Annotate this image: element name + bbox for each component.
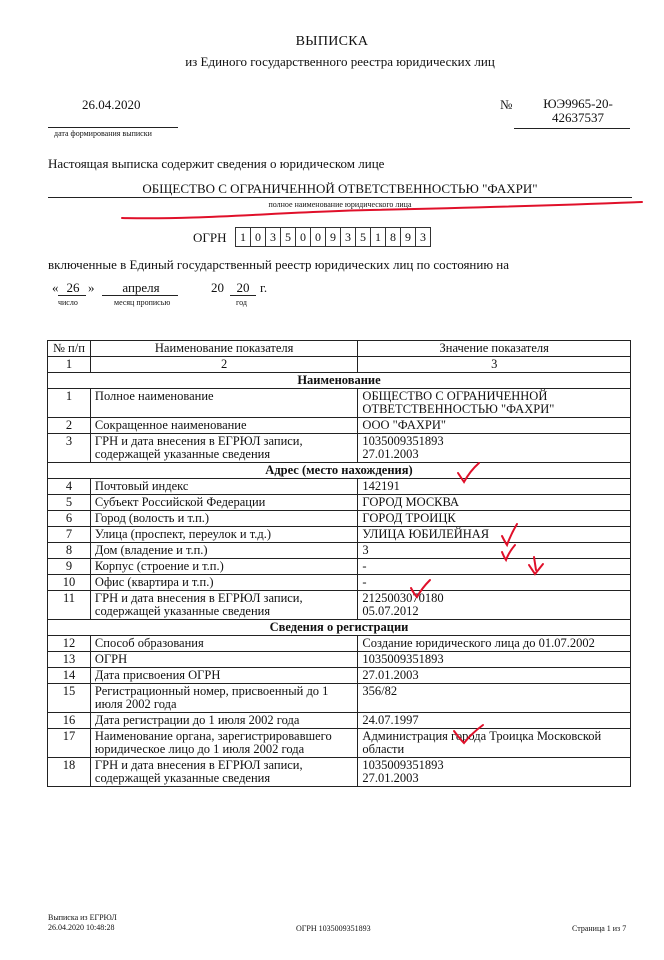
- indicator-value: ГОРОД МОСКВА: [358, 495, 631, 511]
- indicator-name: Улица (проспект, переулок и т.д.): [90, 527, 358, 543]
- footer-ogrn: ОГРН 1035009351893: [296, 924, 371, 933]
- ogrn-digit-box: 0: [295, 227, 311, 247]
- extract-number-underline: [514, 128, 630, 129]
- included-text: включенные в Единый государственный реестр юридических лиц по состоянию на: [48, 257, 510, 272]
- year-underline: [230, 295, 256, 296]
- indicator-name: Способ образования: [90, 636, 358, 652]
- indicator-name: Наименование органа, зарегистрировавшего юридическое лицо до 1 июля 2002 года: [90, 729, 358, 758]
- month-underline: [102, 295, 178, 296]
- document-title: ВЫПИСКА: [295, 34, 369, 49]
- row-number: 7: [48, 527, 91, 543]
- formation-date: 26.04.2020: [82, 97, 141, 112]
- extract-number-line2: 42637537: [552, 110, 604, 125]
- number-sign: №: [500, 97, 513, 112]
- state-date-month: апреля: [122, 280, 160, 295]
- row-number: 18: [48, 758, 91, 787]
- row-number: 6: [48, 511, 91, 527]
- row-number: 17: [48, 729, 91, 758]
- indicator-name: Дата присвоения ОГРН: [90, 668, 358, 684]
- table-row: [48, 418, 631, 434]
- section-title: Наименование: [48, 373, 631, 389]
- section-row: [48, 620, 631, 636]
- indicator-value-line: 27.01.2003: [362, 447, 419, 461]
- indicator-name: Город (волость и т.п.): [90, 511, 358, 527]
- indicator-value: 1035009351893: [358, 652, 631, 668]
- red-pen-underline: [120, 198, 650, 228]
- indicator-name: Регистрационный номер, присвоенный до 1 июля 2002 года: [90, 684, 358, 713]
- indicator-value: УЛИЦА ЮБИЛЕЙНАЯ: [358, 527, 631, 543]
- indicator-value: -: [358, 559, 631, 575]
- row-number: 1: [48, 389, 91, 418]
- table-row: [48, 591, 631, 620]
- column-number: 2: [90, 357, 358, 373]
- indicator-value: 3: [358, 543, 631, 559]
- table-row: [48, 729, 631, 758]
- check-mark-icon: [456, 461, 482, 485]
- section-row: [48, 463, 631, 479]
- footer-left-line1: Выписка из ЕГРЮЛ: [48, 913, 117, 922]
- table-row: [48, 668, 631, 684]
- ogrn-digit-boxes: [236, 227, 431, 247]
- indicator-name: Почтовый индекс: [90, 479, 358, 495]
- row-number: 8: [48, 543, 91, 559]
- ogrn-digit-box: 1: [370, 227, 386, 247]
- footer-left-line2: 26.04.2020 10:48:28: [48, 923, 115, 932]
- indicator-name: Полное наименование: [90, 389, 358, 418]
- row-number: 14: [48, 668, 91, 684]
- day-underline: [58, 295, 86, 296]
- row-number: 11: [48, 591, 91, 620]
- indicator-name: ГРН и дата внесения в ЕГРЮЛ записи, содержащей указанные сведения: [90, 758, 358, 787]
- table-row: [48, 511, 631, 527]
- indicator-value: 142191: [358, 479, 631, 495]
- row-number: 5: [48, 495, 91, 511]
- ogrn-digit-box: 9: [325, 227, 341, 247]
- indicator-name: Офис (квартира и т.п.): [90, 575, 358, 591]
- intro-text: Настоящая выписка содержит сведения о юридическом лице: [48, 156, 385, 171]
- row-number: 13: [48, 652, 91, 668]
- state-date-day: 26: [66, 280, 80, 295]
- section-title: Сведения о регистрации: [48, 620, 631, 636]
- section-row: [48, 373, 631, 389]
- row-number: 12: [48, 636, 91, 652]
- table-row: [48, 479, 631, 495]
- ogrn-digit-box: 5: [280, 227, 296, 247]
- header-number: № п/п: [48, 341, 91, 357]
- table-row: [48, 495, 631, 511]
- indicator-value-line: 05.07.2012: [362, 604, 419, 618]
- indicator-value: [358, 758, 631, 787]
- indicator-value: ООО "ФАХРИ": [358, 418, 631, 434]
- formation-date-caption: дата формирования выписки: [54, 129, 152, 138]
- table-row: [48, 758, 631, 787]
- indicator-value: Администрация города Троицка Московской области: [358, 729, 631, 758]
- document-subtitle: из Единого государственного реестра юридических лиц: [185, 54, 495, 69]
- check-mark-icon: [526, 555, 546, 577]
- indicator-value: ОБЩЕСТВО С ОГРАНИЧЕННОЙ ОТВЕТСТВЕННОСТЬЮ "ФАХРИ": [358, 389, 631, 418]
- row-number: 10: [48, 575, 91, 591]
- indicator-name: Дом (владение и т.п.): [90, 543, 358, 559]
- indicator-value: Создание юридического лица до 01.07.2002: [358, 636, 631, 652]
- indicator-name: Сокращенное наименование: [90, 418, 358, 434]
- indicator-name: Субъект Российской Федерации: [90, 495, 358, 511]
- ogrn-digit-box: 0: [310, 227, 326, 247]
- row-number: 2: [48, 418, 91, 434]
- ogrn-digit-box: 0: [250, 227, 266, 247]
- company-full-name-caption: полное наименование юридического лица: [268, 200, 412, 209]
- row-number: 16: [48, 713, 91, 729]
- month-caption: месяц прописью: [114, 298, 171, 307]
- formation-date-underline: [48, 127, 178, 128]
- ogrn-digit-box: 5: [355, 227, 371, 247]
- header-indicator-name: Наименование показателя: [90, 341, 358, 357]
- indicator-value: [358, 591, 631, 620]
- table-header-row: [48, 341, 631, 357]
- section-title: Адрес (место нахождения): [48, 463, 631, 479]
- ogrn-digit-box: 3: [265, 227, 281, 247]
- indicator-value: 24.07.1997: [358, 713, 631, 729]
- column-number: 1: [48, 357, 91, 373]
- indicator-name: Корпус (строение и т.п.): [90, 559, 358, 575]
- table-row: [48, 684, 631, 713]
- indicator-value-line: 27.01.2003: [362, 771, 419, 785]
- ogrn-digit-box: 9: [400, 227, 416, 247]
- footer-left: [48, 913, 117, 933]
- row-number: 9: [48, 559, 91, 575]
- indicator-value-line: 1035009351893: [362, 434, 444, 448]
- table-row: [48, 636, 631, 652]
- indicator-value: 27.01.2003: [358, 668, 631, 684]
- extract-number: [528, 97, 628, 125]
- extract-number-line1: ЮЭ9965-20-: [543, 96, 613, 111]
- indicator-value-line: 1035009351893: [362, 758, 444, 772]
- indicator-value: ГОРОД ТРОИЦК: [358, 511, 631, 527]
- indicator-value: -: [358, 575, 631, 591]
- indicator-value: 356/82: [358, 684, 631, 713]
- ogrn-digit-box: 8: [385, 227, 401, 247]
- table-row: [48, 652, 631, 668]
- check-mark-icon: [500, 543, 518, 563]
- date-open-quote: «: [52, 280, 59, 295]
- row-number: 15: [48, 684, 91, 713]
- row-number: 4: [48, 479, 91, 495]
- day-caption: число: [58, 298, 78, 307]
- indicator-name: ГРН и дата внесения в ЕГРЮЛ записи, содержащей указанные сведения: [90, 591, 358, 620]
- state-date-year-suffix: г.: [260, 280, 268, 295]
- state-date-century: 20: [211, 280, 224, 295]
- check-mark-icon: [409, 578, 433, 600]
- indicator-value-line: 2125003070180: [362, 591, 444, 605]
- state-date-year: 20: [236, 280, 250, 295]
- ogrn-label: ОГРН: [193, 230, 227, 245]
- indicator-name: ГРН и дата внесения в ЕГРЮЛ записи, содержащей указанные сведения: [90, 434, 358, 463]
- header-indicator-value: Значение показателя: [358, 341, 631, 357]
- row-number: 3: [48, 434, 91, 463]
- column-number-row: [48, 357, 631, 373]
- table-row: [48, 434, 631, 463]
- table-row: [48, 713, 631, 729]
- table-row: [48, 527, 631, 543]
- date-close-quote: »: [88, 280, 95, 295]
- check-mark-icon: [452, 723, 486, 747]
- company-full-name: ОБЩЕСТВО С ОГРАНИЧЕННОЙ ОТВЕТСТВЕННОСТЬЮ "ФАХРИ": [142, 181, 538, 196]
- year-caption: год: [236, 298, 247, 307]
- indicator-name: Дата регистрации до 1 июля 2002 года: [90, 713, 358, 729]
- ogrn-digit-box: 1: [235, 227, 251, 247]
- footer-page-number: Страница 1 из 7: [572, 924, 627, 933]
- indicator-name: ОГРН: [90, 652, 358, 668]
- ogrn-digit-box: 3: [415, 227, 431, 247]
- ogrn-digit-box: 3: [340, 227, 356, 247]
- indicator-value: [358, 434, 631, 463]
- table-row: [48, 389, 631, 418]
- column-number: 3: [358, 357, 631, 373]
